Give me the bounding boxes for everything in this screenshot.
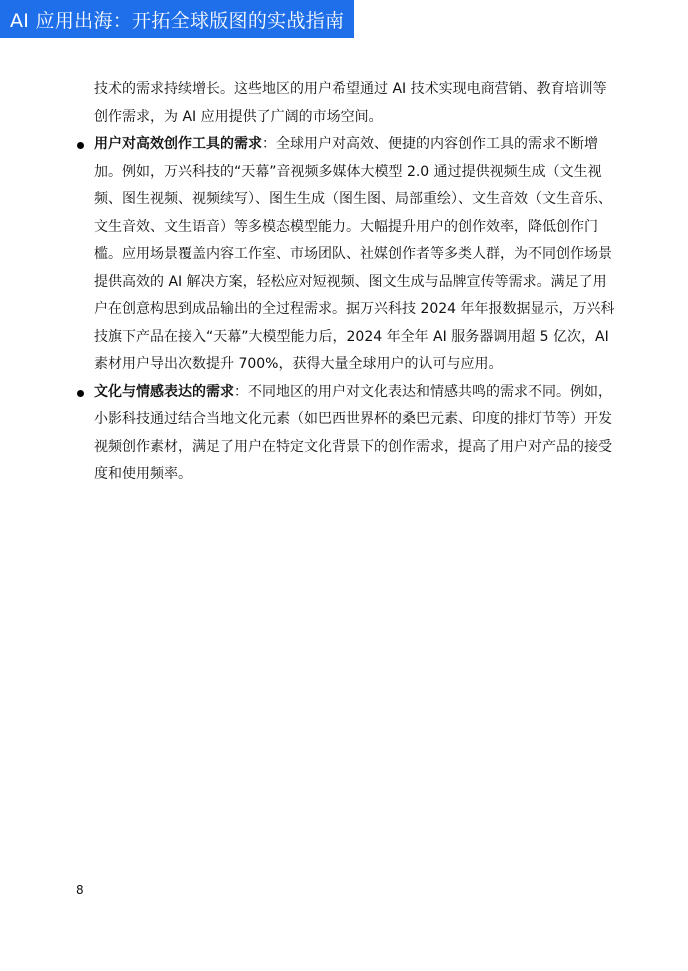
bullet-dot-icon (77, 390, 84, 397)
page-number: 8 (76, 883, 84, 897)
document-title: AI 应用出海：开拓全球版图的实战指南 (10, 9, 345, 32)
bullet-heading: 用户对高效创作工具的需求 (94, 136, 262, 152)
bullet-text: ：不同地区的用户对文化表达和情感共鸣的需求不同。例如，小影科技通过结合当地文化元素（如巴西世界杯的桑巴元素、印度的排灯节等）开发视频创作素材，满足了用户在特定文化背景下的创作需求，提高了用户对产品的接受度和使用频率。 (94, 383, 612, 482)
bullet-item-efficient-tools (76, 131, 616, 379)
document-body (76, 76, 616, 489)
document-header-banner (0, 0, 354, 38)
continuation-paragraph: 技术的需求持续增长。这些地区的用户希望通过 AI 技术实现电商营销、教育培训等创作需求，为 AI 应用提供了广阔的市场空间。 (94, 81, 607, 125)
bullet-dot-icon (77, 142, 84, 149)
bullet-heading: 文化与情感表达的需求 (94, 383, 234, 400)
bullet-text: ：全球用户对高效、便捷的内容创作工具的需求不断增加。例如，万兴科技的“天幕”音视频多媒体大模型 2.0 通过提供视频生成（文生视频、图生视频、视频续写）、图生生成（图生图、局部重绘）、文生音效（文生音乐、文生音效、文生语音）等多模态模型能力。大幅提升用户的创作效率，降低创作门槛。应用场景覆盖内容工作室、市场团队、社媒创作者等多类人群，为不同创作场景提供高效的 AI 解决方案，轻松应对短视频、图文生成与品牌宣传等需求。满足了用户在创意构思到成品输出的全过程需求。据万兴科技 2024 年年报数据显示，万兴科技旗下产品在接入“天幕”大模型能力后，2024 年全年 AI 服务器调用超 5 亿次，AI 素材用户导出次数提升 700%，获得大量全球用户的认可与应用。 (94, 136, 615, 372)
bullet-item-cultural-expression (76, 379, 616, 489)
